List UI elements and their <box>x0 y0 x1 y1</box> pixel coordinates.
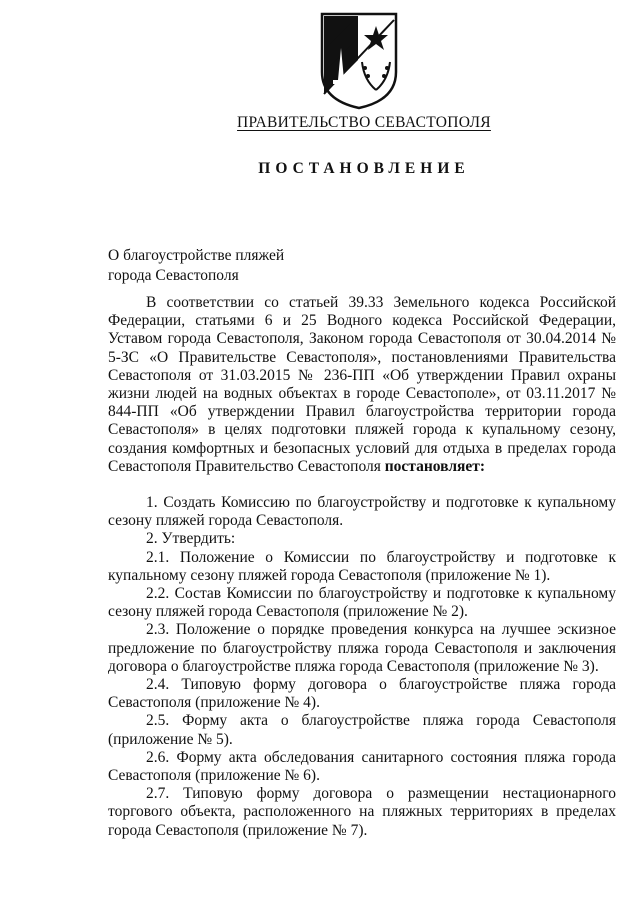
item-2-5: 2.5. Форму акта о благоустройстве пляжа города Севастополя (приложение № 5). <box>108 712 616 748</box>
subject-line-2: города Севастополя <box>108 267 239 284</box>
document-type: ПОСТАНОВЛЕНИЕ <box>258 160 470 177</box>
item-2-6: 2.6. Форму акта обследования санитарного состояния пляжа города Севастополя (приложение № 6). <box>108 748 616 785</box>
preamble-text: В соответствии со статьей 39.33 Земельного кодекса Российской Федерации, статьями 6 и 25 Водного кодекса Российской Федерации, Уставом города Севастополя, Законом города Севастополя от 30.04.2014 № 5-ЗС «О Правительстве Севастополя», постановлениями Правительства Севастополя от 31.03.2015 № 236-ПП «Об утверждении Правил охраны жизни людей на водных объектах в городе Севастополе», от 03.11.2017 № 844-ПП «Об утверждении Правил благоустройства территории города Севастополя» в целях подготовки пляжей города к купальному сезону, создания комфортных и безопасных условий для отдыха в пределах города Севастополя Правительство Севастополя <box>108 294 616 475</box>
document-body <box>108 294 616 840</box>
government-title <box>0 114 640 132</box>
item-2-1: 2.1. Положение о Комиссии по благоустройству и подготовке к купальному сезону пляжей города Севастополя (приложение № 1). <box>108 548 616 584</box>
item-2: 2. Утвердить: <box>146 530 236 548</box>
item-2-2: 2.2. Состав Комиссии по благоустройству и подготовке к купальному сезону пляжей города Севастополя (приложение № 2). <box>108 585 616 621</box>
resolves-word: постановляет: <box>384 457 486 475</box>
preamble-paragraph <box>108 294 616 476</box>
item-2-3: 2.3. Положение о порядке проведения конкурса на лучшее эскизное предложение по благоустройству пляжа города Севастополя и заключения договора о благоустройстве пляжа города Севастополя (приложение № 3). <box>108 621 616 675</box>
item-2-4: 2.4. Типовую форму договора о благоустройстве пляжа города Севастополя (приложение № 4). <box>108 676 616 712</box>
item-1: 1. Создать Комиссию по благоустройству и подготовке к купальному сезону пляжей города Севастополя. <box>108 494 616 530</box>
coat-of-arms-icon <box>318 10 400 110</box>
government-name: ПРАВИТЕЛЬСТВО СЕВАСТОПОЛЯ <box>237 114 491 131</box>
subject-line-1: О благоустройстве пляжей <box>108 247 285 264</box>
item-2-7: 2.7. Типовую форму договора о размещении нестационарного торгового объекта, расположенного на пляжных территориях в пределах города Севастополя (приложение № 7). <box>108 785 616 839</box>
document-subject <box>108 246 284 286</box>
